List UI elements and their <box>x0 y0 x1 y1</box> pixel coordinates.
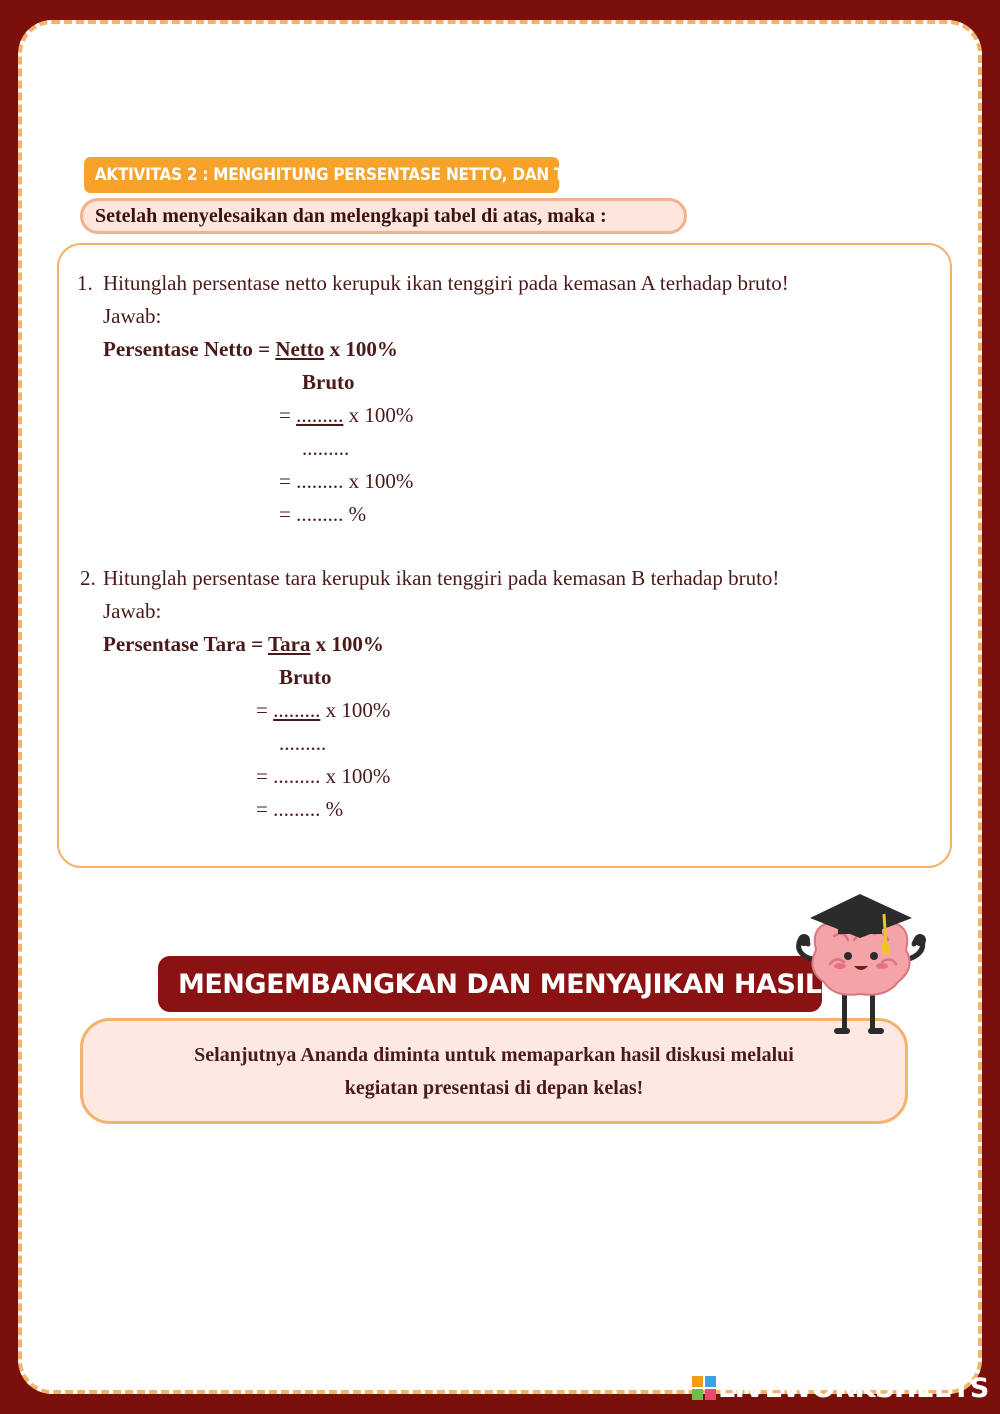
answer-blank[interactable]: ......... <box>273 698 321 722</box>
eq-sign: = <box>279 469 297 493</box>
answer-blank[interactable]: ......... <box>273 764 321 788</box>
percent-sign: % <box>343 502 367 526</box>
instruction-line-1: Selanjutnya Ananda diminta untuk memaparkan hasil diskusi melalui <box>194 1044 794 1066</box>
question-2-number: 2. <box>80 566 96 590</box>
question-1-denominator: Bruto <box>302 370 355 394</box>
liveworksheets-logo <box>692 1374 989 1404</box>
times-100: x 100% <box>343 469 414 493</box>
times-100: x 100% <box>343 403 414 427</box>
instruction-line-2: kegiatan presentasi di depan kelas! <box>344 1077 644 1099</box>
question-2-step-1-denominator[interactable]: ......... <box>279 731 327 755</box>
question-1-step-1-denominator[interactable]: ......... <box>302 436 350 460</box>
question-2-formula <box>103 628 384 661</box>
question-2-step-2 <box>256 760 390 793</box>
formula-times: x 100% <box>310 632 384 656</box>
section-title-banner: MENGEMBANGKAN DAN MENYAJIKAN HASIL <box>158 956 822 1012</box>
answer-blank[interactable]: ......... <box>273 797 321 821</box>
question-1-step-3 <box>279 498 366 531</box>
brain-graduate-icon <box>786 890 938 1040</box>
answer-blank[interactable]: ......... <box>296 502 344 526</box>
question-2-denominator: Bruto <box>279 665 332 689</box>
answer-blank[interactable]: ......... <box>296 469 344 493</box>
question-1-step-1 <box>279 399 413 432</box>
question-2-step-1 <box>256 694 390 727</box>
eq-sign: = <box>256 698 274 722</box>
question-2-step-3 <box>256 793 343 826</box>
formula-numerator: Netto <box>275 337 325 361</box>
formula-times: x 100% <box>324 337 398 361</box>
activity-title-banner: AKTIVITAS 2 : MENGHITUNG PERSENTASE NETTO, DAN TARA <box>84 157 559 193</box>
formula-numerator: Tara <box>268 632 311 656</box>
question-1-answer-label: Jawab: <box>103 304 162 328</box>
times-100: x 100% <box>320 764 391 788</box>
presentation-instruction-box <box>80 1018 908 1124</box>
eq-sign: = <box>279 502 297 526</box>
liveworksheets-logo-icon <box>692 1376 716 1400</box>
times-100: x 100% <box>320 698 391 722</box>
question-1-formula <box>103 333 398 366</box>
eq-sign: = <box>256 797 274 821</box>
question-1-prompt: Hitunglah persentase netto kerupuk ikan tenggiri pada kemasan A terhadap bruto! <box>103 271 789 295</box>
activity-intro: Setelah menyelesaikan dan melengkapi tabel di atas, maka : <box>80 198 687 234</box>
eq-sign: = <box>279 403 297 427</box>
formula-label: Persentase Netto = <box>103 337 276 361</box>
question-2-prompt: Hitunglah persentase tara kerupuk ikan tenggiri pada kemasan B terhadap bruto! <box>103 566 780 590</box>
question-1-number: 1. <box>77 271 93 295</box>
footer-brand: LIVEWORKSHEETS <box>718 1373 989 1404</box>
eq-sign: = <box>256 764 274 788</box>
percent-sign: % <box>320 797 344 821</box>
answer-blank[interactable]: ......... <box>296 403 344 427</box>
formula-label: Persentase Tara = <box>103 632 268 656</box>
question-1-step-2 <box>279 465 413 498</box>
question-2-answer-label: Jawab: <box>103 599 162 623</box>
